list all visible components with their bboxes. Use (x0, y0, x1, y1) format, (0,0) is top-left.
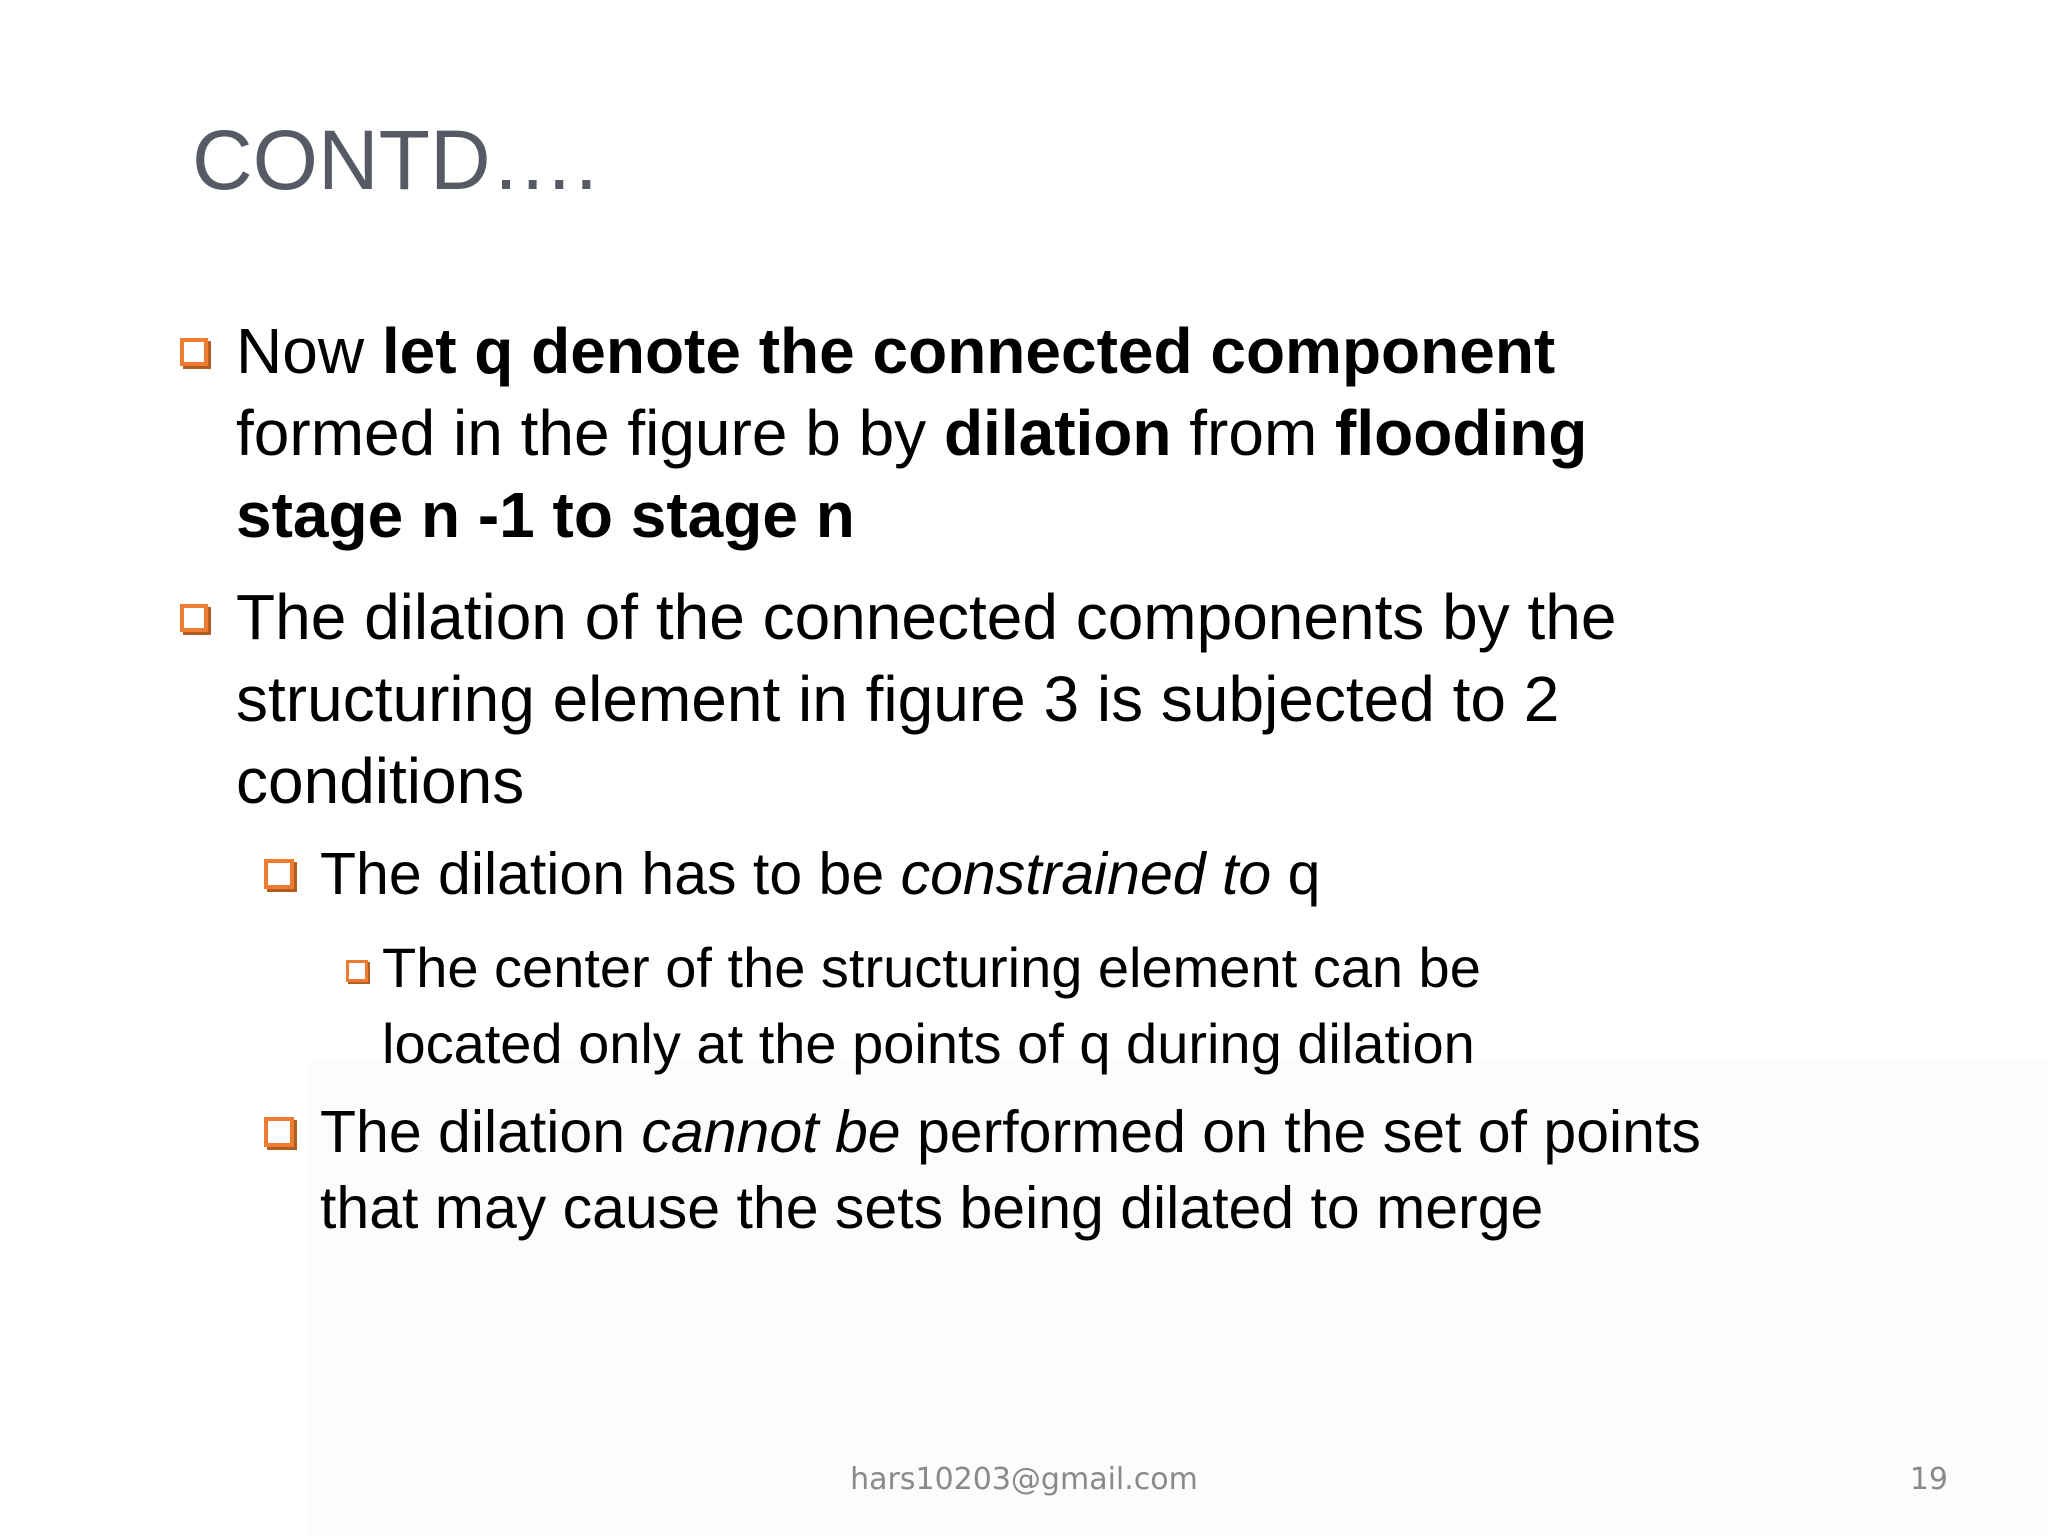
text-run-bold: stage n -1 to stage n (236, 479, 855, 551)
bullet-1 (236, 310, 1587, 556)
text-run-italic: cannot be (641, 1099, 901, 1165)
slide-title: CONTD…. (192, 113, 598, 207)
text-run: The dilation (320, 1099, 642, 1165)
sub-sub-bullet-1 (382, 930, 1481, 1082)
bullet-2-line-3: conditions (236, 745, 525, 817)
text-run: from (1171, 397, 1336, 469)
bullet-2 (236, 576, 1616, 822)
sub-sub-bullet-1-line-1: The center of the structuring element can be (382, 936, 1481, 999)
bullet-2-line-1: The dilation of the connected components by the (236, 581, 1617, 653)
sub-bullet-2 (320, 1094, 1701, 1246)
text-run-bold: dilation (943, 397, 1172, 469)
text-run: formed in the figure b by (236, 397, 944, 469)
text-run: performed on the set of points (900, 1099, 1701, 1165)
page-number: 19 (1909, 1462, 1948, 1497)
sub-sub-bullet-1-line-2: located only at the points of q during dilation (382, 1012, 1475, 1075)
bullet-2-line-2: structuring element in figure 3 is subjected to 2 (236, 663, 1560, 735)
bullet-square-icon (264, 859, 294, 889)
bullet-1-line-1 (236, 310, 1587, 392)
bullet-square-icon (346, 960, 368, 982)
text-run: q (1271, 841, 1321, 907)
sub-bullet-1-line-1 (320, 836, 1320, 912)
bullet-square-icon (264, 1117, 294, 1147)
bullet-1-line-3 (236, 474, 1587, 556)
bullet-1-line-2 (236, 392, 1587, 474)
bullet-square-icon (180, 338, 208, 366)
sub-bullet-1 (320, 836, 1320, 912)
footer-email: hars10203@gmail.com (850, 1462, 1198, 1497)
sub-bullet-2-line-1 (320, 1094, 1701, 1170)
text-run-bold: flooding (1335, 397, 1588, 469)
sub-bullet-2-line-2: that may cause the sets being dilated to merge (320, 1175, 1544, 1241)
text-run-bold: let q denote the connected component (381, 315, 1556, 387)
bullet-square-icon (180, 604, 208, 632)
text-run: Now (236, 315, 382, 387)
text-run-italic: constrained to (900, 841, 1272, 907)
text-run: The dilation has to be (320, 841, 901, 907)
